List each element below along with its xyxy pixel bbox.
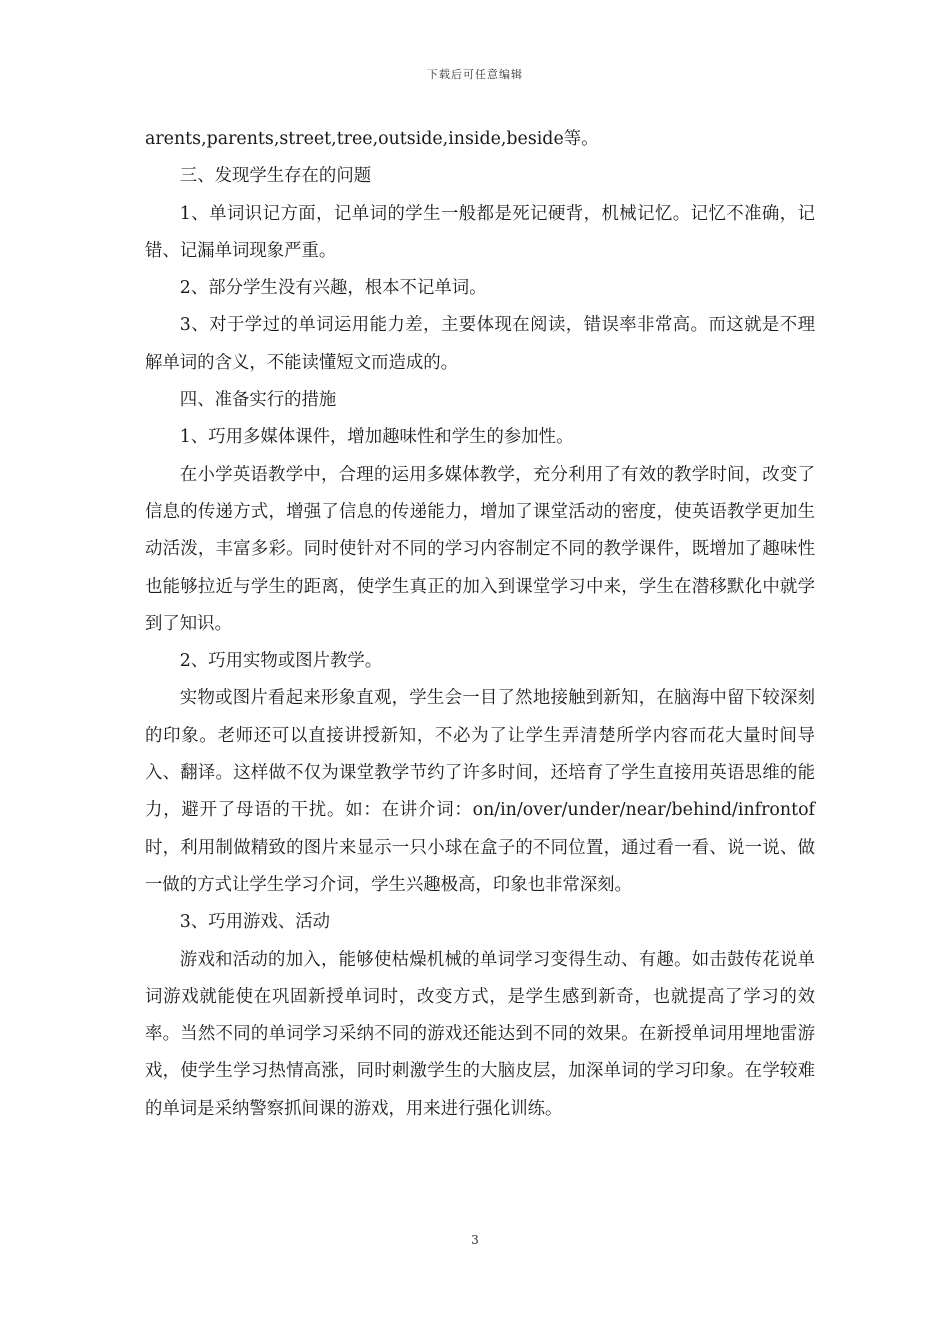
paragraph-word-list: arents,parents,street,tree,outside,inside,beside等。 — [145, 129, 599, 149]
page-number: 3 — [471, 1233, 479, 1247]
paragraph-problem-1: 1、单词识记方面，记单词的学生一般都是死记硬背，机械记忆。记忆不准确，记错、记漏单词现象严重。 — [145, 203, 815, 261]
subheading-multimedia: 1、巧用多媒体课件，增加趣味性和学生的参加性。 — [179, 427, 574, 448]
subheading-pictures: 2、巧用实物或图片教学。 — [179, 651, 383, 672]
subheading-games: 3、巧用游戏、活动 — [179, 912, 330, 933]
page-header: 下载后可任意编辑 — [427, 68, 523, 81]
section-heading-problems: 三、发现学生存在的问题 — [179, 166, 372, 187]
document-body — [145, 121, 815, 1128]
paragraph-pictures: 实物或图片看起来形象直观，学生会一目了然地接触到新知，在脑海中留下较深刻的印象。老师还可以直接讲授新知，不必为了让学生弄清楚所学内容而花大量时间导入、翻译。这样做不仅为课堂教学节约了许多时间，还培育了学生直接用英语思维的能力，避开了母语的干扰。如：在讲介词：on/in/over/under/near/behind/infrontof时，利用制做精致的图片来显示一只小球在盒子的不同位置，通过看一看、说一说、做一做的方式让学生学习介词，学生兴趣极高，印象也非常深刻。 — [145, 688, 815, 895]
paragraph-problem-2: 2、部分学生没有兴趣，根本不记单词。 — [179, 278, 487, 299]
section-heading-measures: 四、准备实行的措施 — [179, 390, 337, 411]
paragraph-multimedia: 在小学英语教学中，合理的运用多媒体教学，充分利用了有效的教学时间，改变了信息的传递方式，增强了信息的传递能力，增加了课堂活动的密度，使英语教学更加生动活泼，丰富多彩。同时使针对不同的学习内容制定不同的教学课件，既增加了趣味性也能够拉近与学生的距离，使学生真正的加入到课堂学习中来，学生在潜移默化中就学到了知识。 — [145, 464, 815, 634]
paragraph-games: 游戏和活动的加入，能够使枯燥机械的单词学习变得生动、有趣。如击鼓传花说单词游戏就能使在巩固新授单词时，改变方式，是学生感到新奇，也就提高了学习的效率。当然不同的单词学习采纳不同的游戏还能达到不同的效果。在新授单词用埋地雷游戏，使学生学习热情高涨，同时刺激学生的大脑皮层，加深单词的学习印象。在学较难的单词是采纳警察抓间课的游戏，用来进行强化训练。 — [145, 949, 815, 1119]
paragraph-problem-3: 3、对于学过的单词运用能力差，主要体现在阅读，错误率非常高。而这就是不理解单词的含义，不能读懂短文而造成的。 — [145, 315, 815, 373]
